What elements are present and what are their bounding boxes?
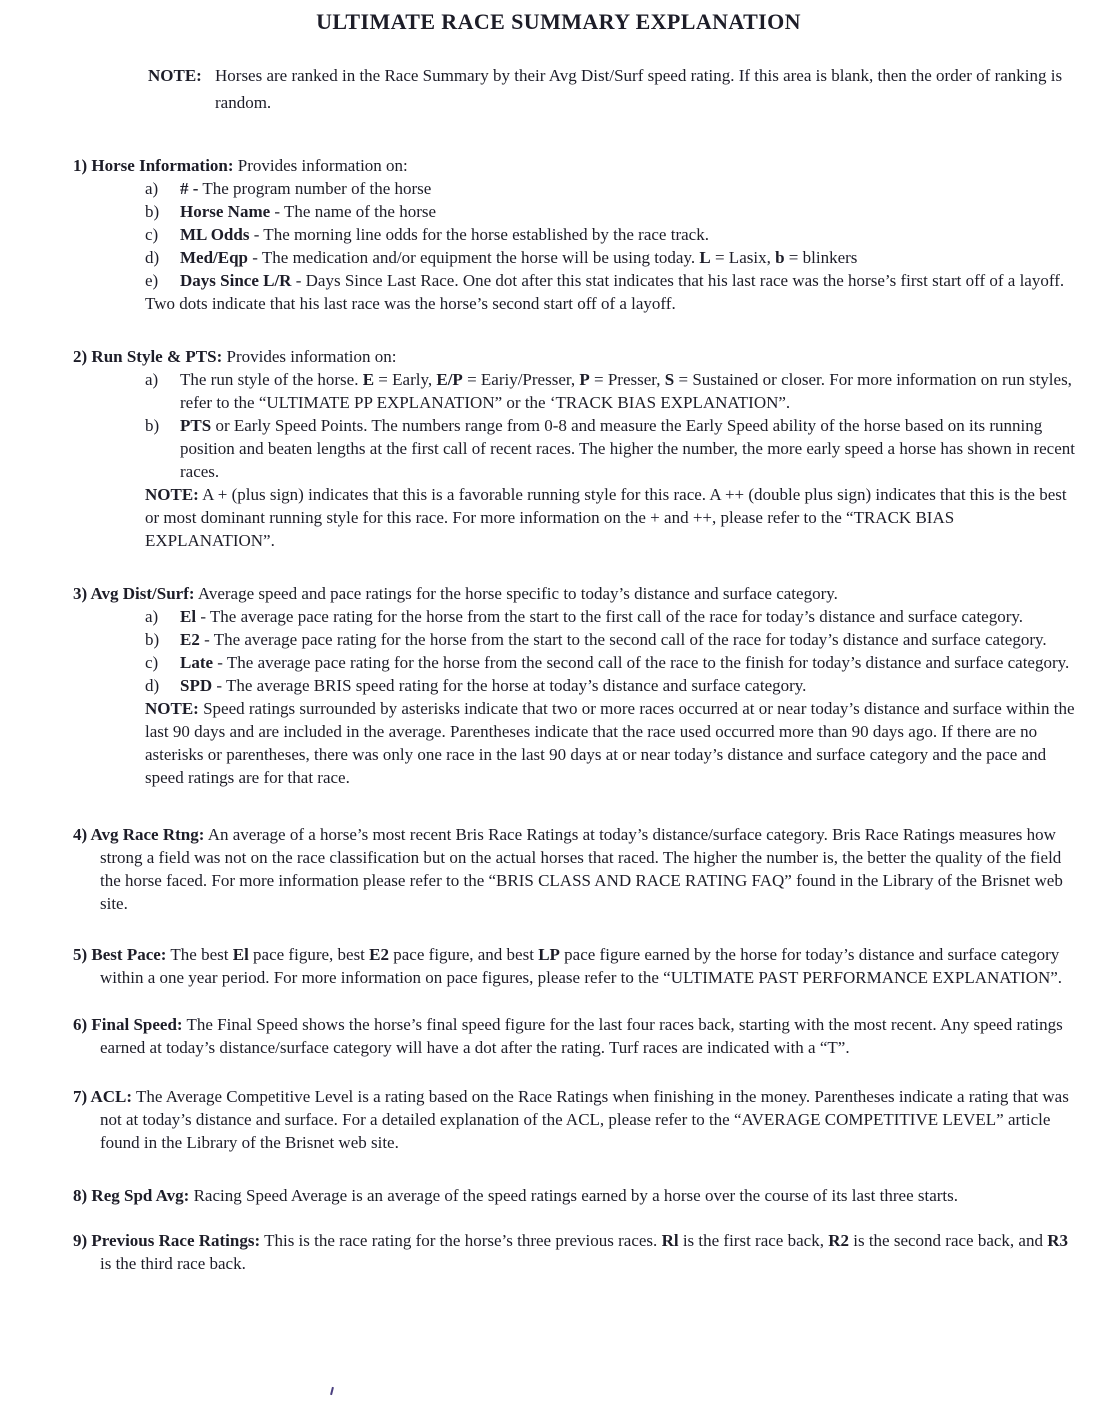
top-note-label: NOTE: <box>148 66 202 85</box>
text-run: is the first race back, <box>678 1231 829 1250</box>
item-text <box>180 630 1047 649</box>
text-run: - The name of the horse <box>270 202 437 221</box>
section-note <box>145 697 1077 789</box>
bold-text-run: L <box>699 248 711 267</box>
sections-container <box>73 154 1077 1275</box>
bold-text-run: E/P <box>436 370 463 389</box>
section-horse-information <box>73 154 1077 315</box>
item-text <box>180 607 1023 626</box>
text-run: pace figure, best <box>248 945 370 964</box>
text-run: - The average pace rating for the horse from the start to the second call of the race for today’s distance and surface category. <box>199 630 1047 649</box>
section-heading <box>73 154 1077 177</box>
list-item <box>145 628 1077 651</box>
bold-text-run: P <box>579 370 590 389</box>
bold-text-run: Horse Name <box>180 202 271 221</box>
bold-text-run: R3 <box>1047 1231 1069 1250</box>
text-run: The Final Speed shows the horse’s final speed figure for the last four races back, starting with the most recent. Any speed ratings earned at today’s distance/surface category will have a dot after the rating. Turf races are indicated with a “T”. <box>100 1015 1063 1057</box>
text-run: The program number of the horse <box>198 179 432 198</box>
bold-text-run: E2 <box>369 945 390 964</box>
text-run: Provides information on: <box>222 347 397 366</box>
text-run: - The average pace rating for the horse from the second call of the race to the finish for today’s distance and surface category. <box>213 653 1070 672</box>
bold-text-run: E2 <box>180 630 200 649</box>
list-item <box>145 674 1077 697</box>
top-note <box>148 62 1087 116</box>
list-item <box>145 200 1077 223</box>
item-text <box>180 653 1069 672</box>
text-run: The Average Competitive Level is a rating based on the Race Ratings when finishing in the money. Parentheses indicate a rating that was not at today’s distance and surface. For a detailed explanation of the ACL, please refer to the “AVERAGE COMPETITIVE LEVEL” article found in the Library of the Brisnet web site. <box>100 1087 1069 1152</box>
bold-text-run: SPD <box>180 676 213 695</box>
item-marker: b) <box>145 416 160 435</box>
bold-text-run: 3) Avg Dist/Surf: <box>73 584 195 603</box>
bold-text-run: El <box>232 945 249 964</box>
section-paragraph <box>73 1085 1077 1154</box>
text-run: = Presser, <box>589 370 665 389</box>
page-title: ULTIMATE RACE SUMMARY EXPLANATION <box>316 9 801 34</box>
item-marker: d) <box>145 676 160 695</box>
bold-text-run: NOTE: <box>145 485 199 504</box>
section-acl <box>73 1085 1077 1154</box>
list-item <box>145 414 1077 483</box>
text-run: = Eariy/Presser, <box>462 370 580 389</box>
text-run: Speed ratings surrounded by asterisks indicate that two or more races occurred at or near today’s distance and surface within the last 90 days and are included in the average. Parentheses indicate that the race used occurred more than 90 days ago. If there are no asterisks or parentheses, there was only one race in the last 90 days at or near today’s distance and surface category and the pace and speed ratings are for that race. <box>145 699 1075 787</box>
text-run: An average of a horse’s most recent Bris Race Ratings at today’s distance/surface category. Bris Race Ratings measures how strong a field was not on the race classification but on the actual horses that raced. The higher the number is, the better the quality of the field the horse faced. For more information please refer to the “BRIS CLASS AND RACE RATING FAQ” found in the Library of the Brisnet web site. <box>100 825 1063 913</box>
section-best-pace <box>73 943 1077 989</box>
text-run: pace figure, and best <box>389 945 539 964</box>
text-run: pace figure earned by the horse for today’s distance and surface category within a one year period. For more information on pace figures, please refer to the “ULTIMATE PAST PERFORMANCE EXPLANATION”. <box>100 945 1063 987</box>
item-text <box>180 676 806 695</box>
text-run: is the third race back. <box>100 1254 246 1273</box>
bold-text-run: Late <box>180 653 214 672</box>
bold-text-run: b <box>775 248 785 267</box>
text-run: The best <box>166 945 233 964</box>
bold-text-run: El <box>180 607 197 626</box>
text-run: = Sustained or closer. For more information on run styles, refer to the “ULTIMATE PP EXPLANATION” or the ‘TRACK BIAS EXPLANATION”. <box>180 370 1072 412</box>
item-text <box>180 416 1075 481</box>
section-note <box>145 483 1077 552</box>
bold-text-run: 6) Final Speed: <box>73 1015 183 1034</box>
item-marker: b) <box>145 202 160 221</box>
text-run: - The average BRIS speed rating for the horse at today’s distance and surface category. <box>212 676 807 695</box>
item-marker: a) <box>145 179 159 198</box>
item-marker: d) <box>145 248 160 267</box>
text-run: - The medication and/or equipment the horse will be using today. <box>248 248 700 267</box>
text-run: Provides information on: <box>233 156 408 175</box>
text-run: - The morning line odds for the horse established by the race track. <box>249 225 709 244</box>
text-run: Average speed and pace ratings for the horse specific to today’s distance and surface category. <box>194 584 838 603</box>
list-item <box>145 177 1077 200</box>
section-final-speed <box>73 1013 1077 1059</box>
text-run: or Early Speed Points. The numbers range from 0-8 and measure the Early Speed ability of the horse based on its running position and beaten lengths at the first call of recent races. The higher the number, the more early speed a horse has shown in recent races. <box>180 416 1075 481</box>
text-run: Racing Speed Average is an average of the speed ratings earned by a horse over the course of its last three starts. <box>189 1186 958 1205</box>
bold-text-run: 2) Run Style & PTS: <box>73 347 223 366</box>
item-marker: a) <box>145 607 159 626</box>
section-paragraph <box>73 823 1077 915</box>
scan-artifact-mark <box>330 1387 334 1395</box>
bold-text-run: 7) ACL: <box>73 1087 133 1106</box>
bold-text-run: ML Odds <box>180 225 250 244</box>
text-run: - The average pace rating for the horse from the start to the first call of the race for today’s distance and surface category. <box>196 607 1024 626</box>
bold-text-run: # - <box>180 179 199 198</box>
bold-text-run: 1) Horse Information: <box>73 156 234 175</box>
bold-text-run: Days Since L/R <box>180 271 292 290</box>
bold-text-run: S <box>664 370 675 389</box>
item-marker: a) <box>145 370 159 389</box>
section-heading <box>73 582 1077 605</box>
item-text <box>180 248 857 267</box>
item-text <box>145 271 1064 313</box>
item-text <box>180 202 436 221</box>
bold-text-run: Med/Eqp <box>180 248 249 267</box>
bold-text-run: 4) Avg Race Rtng: <box>73 825 205 844</box>
bold-text-run: R2 <box>828 1231 849 1250</box>
top-note-text: Horses are ranked in the Race Summary by their Avg Dist/Surf speed rating. If this area is blank, then the order of ranking is random. <box>215 66 1063 112</box>
bold-text-run: PTS <box>180 416 212 435</box>
item-marker: b) <box>145 630 160 649</box>
section-avg-race-rtng <box>73 823 1077 915</box>
item-text <box>180 179 431 198</box>
item-marker: c) <box>145 225 159 244</box>
bold-text-run: Rl <box>661 1231 679 1250</box>
text-run: This is the race rating for the horse’s three previous races. <box>260 1231 662 1250</box>
list-item <box>145 605 1077 628</box>
section-paragraph <box>73 1013 1077 1059</box>
item-marker: c) <box>145 653 159 672</box>
list-item <box>145 651 1077 674</box>
section-previous-race-ratings <box>73 1229 1077 1275</box>
bold-text-run: 9) Previous Race Ratings: <box>73 1231 261 1250</box>
section-run-style-pts <box>73 345 1077 552</box>
section-avg-dist-surf <box>73 582 1077 789</box>
bold-text-run: 5) Best Pace: <box>73 945 167 964</box>
bold-text-run: LP <box>538 945 560 964</box>
section-heading <box>73 345 1077 368</box>
bold-text-run: E <box>362 370 375 389</box>
section-paragraph <box>73 943 1077 989</box>
bold-text-run: NOTE: <box>145 699 199 718</box>
item-text <box>180 370 1072 412</box>
text-run: is the second race back, and <box>848 1231 1048 1250</box>
text-run: = blinkers <box>784 248 858 267</box>
list-item <box>145 269 1077 315</box>
section-paragraph <box>73 1184 1077 1207</box>
item-text <box>180 225 709 244</box>
text-run: = Lasix, <box>710 248 776 267</box>
item-marker: e) <box>145 271 159 290</box>
text-run: A + (plus sign) indicates that this is a favorable running style for this race. A ++ (double plus sign) indicates that this is the best or most dominant running style for this race. For more information on the + and ++, please refer to the “TRACK BIAS EXPLANATION”. <box>145 485 1067 550</box>
list-item <box>145 368 1077 414</box>
text-run: - Days Since Last Race. One dot after this stat indicates that his last race was the horse’s first start off of a layoff. Two dots indicate that his last race was the horse’s second start off of a layoff. <box>145 271 1065 313</box>
text-run: = Early, <box>374 370 437 389</box>
section-reg-spd-avg <box>73 1184 1077 1207</box>
bold-text-run: 8) Reg Spd Avg: <box>73 1186 190 1205</box>
text-run: The run style of the horse. <box>180 370 363 389</box>
section-paragraph <box>73 1229 1077 1275</box>
list-item <box>145 223 1077 246</box>
list-item <box>145 246 1077 269</box>
